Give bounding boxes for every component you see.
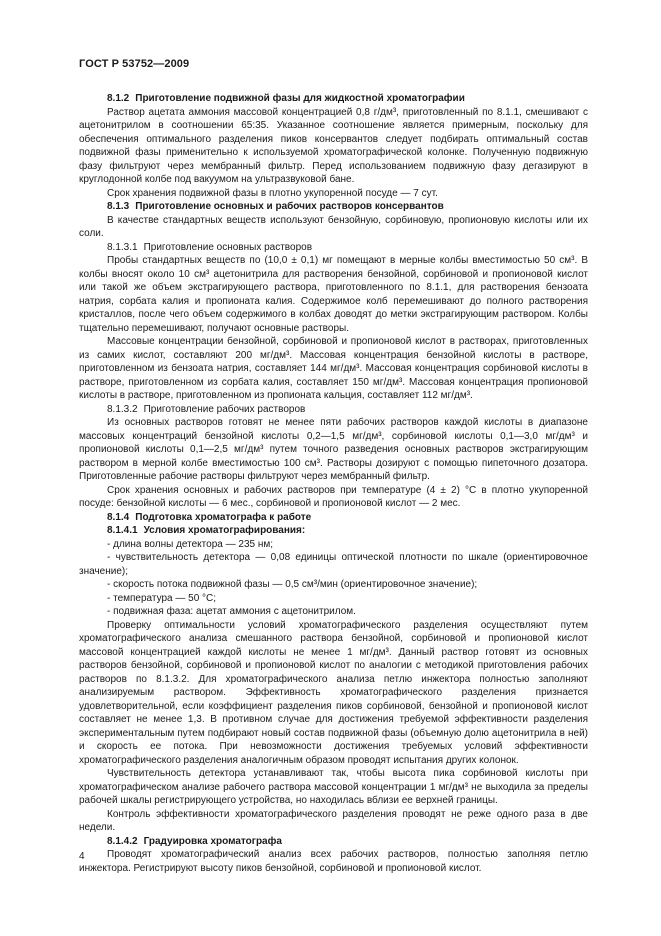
paragraph: В качестве стандартных веществ используют бензойную, сорбиновую, пропионовую кислоты или их соли. [79, 214, 588, 239]
list-item: - длина волны детектора — 235 нм; [107, 538, 274, 550]
paragraph: Массовые концентрации бензойной, сорбиновой и пропионовой кислот в растворах, приготовленных из самих кислот, составляют 200 мг/дм³. Массовая концентрация бензойной кислоты в растворе, приготовленном из бензоата натрия, составляет 144 мг/дм³. Массовая концентрация сорбиновой кислоты в растворе, приготовленном из сорбата калия, составляет 150 мг/дм³. Массовая концентрация пропионовой кислоты в растворе, приготовленном из пропионата кальция, составляет 112 мг/дм³. [79, 336, 588, 401]
section-heading-8-1-3: 8.1.3 Приготовление основных и рабочих растворов консервантов [107, 201, 444, 212]
list-item: - скорость потока подвижной фазы — 0,5 см³/мин (ориентировочное значение); [107, 579, 478, 590]
document-header: ГОСТ Р 53752—2009 [79, 58, 190, 70]
list-item: - подвижная фаза: ацетат аммония с ацетонитрилом. [107, 606, 356, 617]
section-heading-8-1-3-1: 8.1.3.1 Приготовление основных растворов [107, 241, 313, 253]
paragraph: Срок хранения подвижной фазы в плотно укупоренной посуде — 7 сут. [107, 187, 438, 199]
paragraph: Проверку оптимальности условий хроматографического разделения осуществляют путем хроматографического анализа смешанного раствора бензойной, сорбиновой и пропионовой кислот массовой концентрацией каждой кислоты не менее 1 мг/дм³. Данный раствор готовят из основных растворов бензойной, сорбиновой и пропионовой кислот по аналогии с методикой приготовления рабочих растворов по 8.1.3.2. Для хроматографического анализа петлю инжектора полностью заполняют анализируемым раствором. Эффективность хроматографического разделения признается удовлетворительной, если коэффициент разделения пиков сорбиновой, бензойной и пропионовой кислот составляет не менее 1,3. В противном случае для достижения требуемой эффективности разделения экспериментальным путем подбирают новый состав подвижной фазы (объемную долю ацетонитрила в ней) и скорость ее потока. При невозможности достижения требуемых условий эффективности хроматографического разделения аналогичным образом проводят испытания других колонок. [79, 619, 588, 766]
section-heading-8-1-2: 8.1.2 Приготовление подвижной фазы для жидкостной хроматографии [107, 93, 465, 104]
document-body [79, 92, 588, 875]
paragraph: Пробы стандартных веществ по (10,0 ± 0,1) мг помещают в мерные колбы вместимостью 50 см³. В колбы вносят около 10 см³ ацетонитрила для растворения бензойной, сорбиновой и пропионовой кислот или такой же объем экстрагирующего раствора, приготовленного по 8.1.1, для растворения бензоата натрия, сорбата калия и пропионата калия. Содержимое колб перемешивают до полного растворения кристаллов, после чего объем содержимого в колбах доводят до метки экстрагирующим раствором. Колбы тщательно перемешивают, получают основные растворы. [79, 255, 588, 334]
section-heading-8-1-4: 8.1.4 Подготовка хроматографа к работе [107, 511, 312, 523]
paragraph: Из основных растворов готовят не менее пяти рабочих растворов каждой кислоты в диапазоне массовых концентраций бензойной кислоты 0,2—1,5 мг/дм³, сорбиновой кислоты 0,1—3,0 мг/дм³ и пропионовой кислоты 0,1—2,5 мг/дм³ путем точного разведения основных растворов экстрагирующим раствором в мерной колбе вместимостью 100 см³. Растворы дозируют с помощью пипеточного дозатора. Приготовленные рабочие растворы фильтруют через мембранный фильтр. [79, 417, 588, 482]
list-item: - чувствительность детектора — 0,08 единицы оптической плотности по шкале (ориентировочное значение); [79, 552, 588, 577]
section-heading-8-1-3-2: 8.1.3.2 Приготовление рабочих растворов [107, 403, 306, 415]
paragraph: Срок хранения основных и рабочих растворов при температуре (4 ± 2) °С в плотно укупоренной посуде: бензойной кислоты — 6 мес., сорбиновой и пропионовой кислот — 2 мес. [79, 484, 588, 509]
paragraph: Контроль эффективности хроматографического разделения проводят не реже одного раза в две недели. [79, 808, 588, 833]
paragraph: Проводят хроматографический анализ всех рабочих растворов, полностью заполняя петлю инжектора. Регистрируют высоту пиков бензойной, сорбиновой и пропионовой кислот. [79, 849, 588, 874]
paragraph: Чувствительность детектора устанавливают так, чтобы высота пика сорбиновой кислоты при хроматографическом анализе рабочего раствора массовой концентрации 1 мг/дм³ не выходила за пределы рабочей шкалы регистрирующего устройства, но находилась вблизи ее верхней границы. [79, 768, 588, 806]
page-number: 4 [79, 851, 85, 862]
paragraph: Раствор ацетата аммония массовой концентрацией 0,8 г/дм³, приготовленный по 8.1.1, смешивают с ацетонитрилом в соотношении 65:35. Указанное соотношение является примерным, поскольку для обеспечения оптимального разделения пиков консервантов следует подбирать оптимальный состав подвижной фазы применительно к используемой хроматографической колонке. Полученную подвижную фазу фильтруют через мембранный фильтр. Перед использованием подвижную фазу дегазируют в круглодонной колбе под вакуумом на ультразвуковой бане. [79, 106, 588, 185]
section-heading-8-1-4-2: 8.1.4.2 Градуировка хроматографа [107, 835, 282, 847]
section-heading-8-1-4-1: 8.1.4.1 Условия хроматографирования: [107, 525, 306, 536]
list-item: - температура — 50 °С; [107, 592, 217, 604]
